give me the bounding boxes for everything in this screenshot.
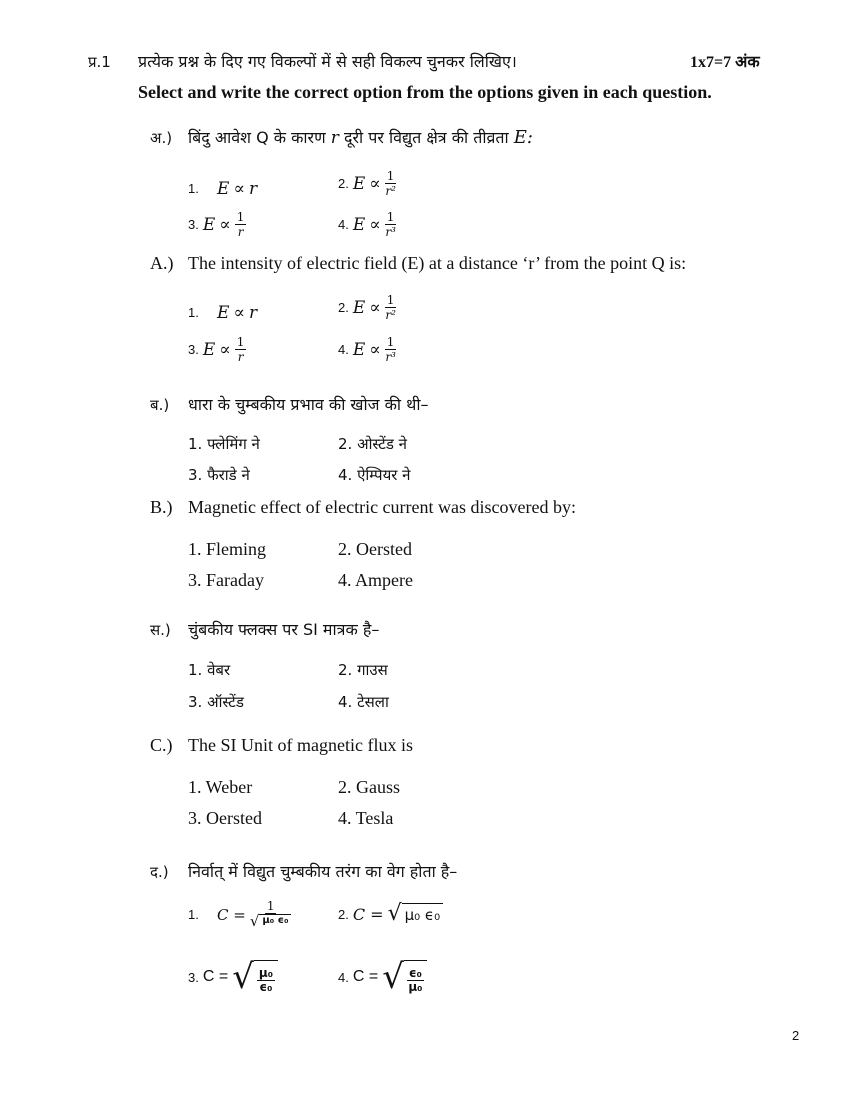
question-c-label-hindi: स.): [150, 621, 171, 639]
option-d2: 2. C = √ μ₀ ϵ₀: [338, 903, 443, 925]
option-d4: 4. C = √ $\frac{\text{ϵ₀}}{\text{μ₀}}$: [338, 960, 427, 994]
option-a4-en: 4. E ∝ $\frac{1}{\text{r³}}$: [338, 335, 396, 364]
option-c4-english: 4. Tesla: [338, 808, 394, 828]
option-a2-en: 2. E ∝ $\frac{1}{\text{r²}}$: [338, 293, 396, 322]
option-a1-en: 1. E ∝ r: [188, 302, 258, 323]
option-b3-hindi: 3. फैराडे ने: [188, 466, 250, 484]
option-a3-en: 3. E ∝ $\frac{1}{r}$: [188, 335, 245, 364]
question-a-text-hindi: बिंदु आवेश Q के कारण r दूरी पर विद्युत क्षेत्र की तीव्रता E:: [188, 127, 533, 148]
option-c3-hindi: 3. ऑस्टेंड: [188, 693, 244, 711]
question-c-label-english: C.): [150, 735, 173, 755]
option-b2-hindi: 2. ओस्टेंड ने: [338, 435, 407, 453]
page-number: 2: [792, 1028, 800, 1043]
question-d-label-hindi: द.): [150, 863, 169, 881]
option-d3: 3. C = √ $\frac{\text{μ₀}}{\text{ϵ₀}}$: [188, 960, 278, 994]
question-b-label-hindi: ब.): [150, 396, 170, 414]
instruction-english: Select and write the correct option from the options given in each question.: [138, 82, 712, 102]
option-c2-hindi: 2. गाउस: [338, 661, 388, 679]
question-number: प्र.1: [88, 53, 111, 71]
option-b1-hindi: 1. फ्लेमिंग ने: [188, 435, 260, 453]
question-c-text-english: The SI Unit of magnetic flux is: [188, 735, 413, 755]
question-a-text-english: The intensity of electric field (E) at a distance ‘r’ from the point Q is:: [188, 253, 687, 273]
option-b2-english: 2. Oersted: [338, 539, 412, 559]
option-c1-english: 1. Weber: [188, 777, 253, 797]
question-b-text-hindi: धारा के चुम्बकीय प्रभाव की खोज की थी–: [188, 395, 429, 414]
question-a-label-english: A.): [150, 253, 174, 273]
option-c1-hindi: 1. वेबर: [188, 661, 231, 679]
instruction-hindi: प्रत्येक प्रश्न के दिए गए विकल्पों में से सही विकल्प चुनकर लिखिए।: [138, 52, 517, 71]
question-c-text-hindi: चुंबकीय फ्लक्स पर SI मात्रक है–: [188, 620, 380, 639]
question-a-label-hindi: अ.): [150, 129, 173, 147]
option-c2-english: 2. Gauss: [338, 777, 400, 797]
marks-label: 1x7=7 अंक: [690, 54, 760, 71]
option-c4-hindi: 4. टेसला: [338, 693, 389, 711]
option-b4-english: 4. Ampere: [338, 570, 413, 590]
question-b-text-english: Magnetic effect of electric current was discovered by:: [188, 497, 576, 517]
option-b4-hindi: 4. ऐम्पियर ने: [338, 466, 411, 484]
question-d-text-hindi: निर्वात् में विद्युत चुम्बकीय तरंग का वेग होता है–: [188, 862, 458, 881]
question-b-label-english: B.): [150, 497, 173, 517]
option-a2: 2. E ∝ $\frac{1}{\text{r²}}$: [338, 169, 396, 198]
option-a3: 3. E ∝ $\frac{1}{r}$: [188, 210, 245, 239]
option-b1-english: 1. Fleming: [188, 539, 267, 559]
option-a1: 1. E ∝ r: [188, 178, 258, 199]
option-b3-english: 3. Faraday: [188, 570, 264, 590]
option-d1: 1. C = 1 √ μ₀ ϵ₀: [188, 900, 291, 929]
option-a4: 4. E ∝ $\frac{1}{\text{r³}}$: [338, 210, 396, 239]
option-c3-english: 3. Oersted: [188, 808, 262, 828]
